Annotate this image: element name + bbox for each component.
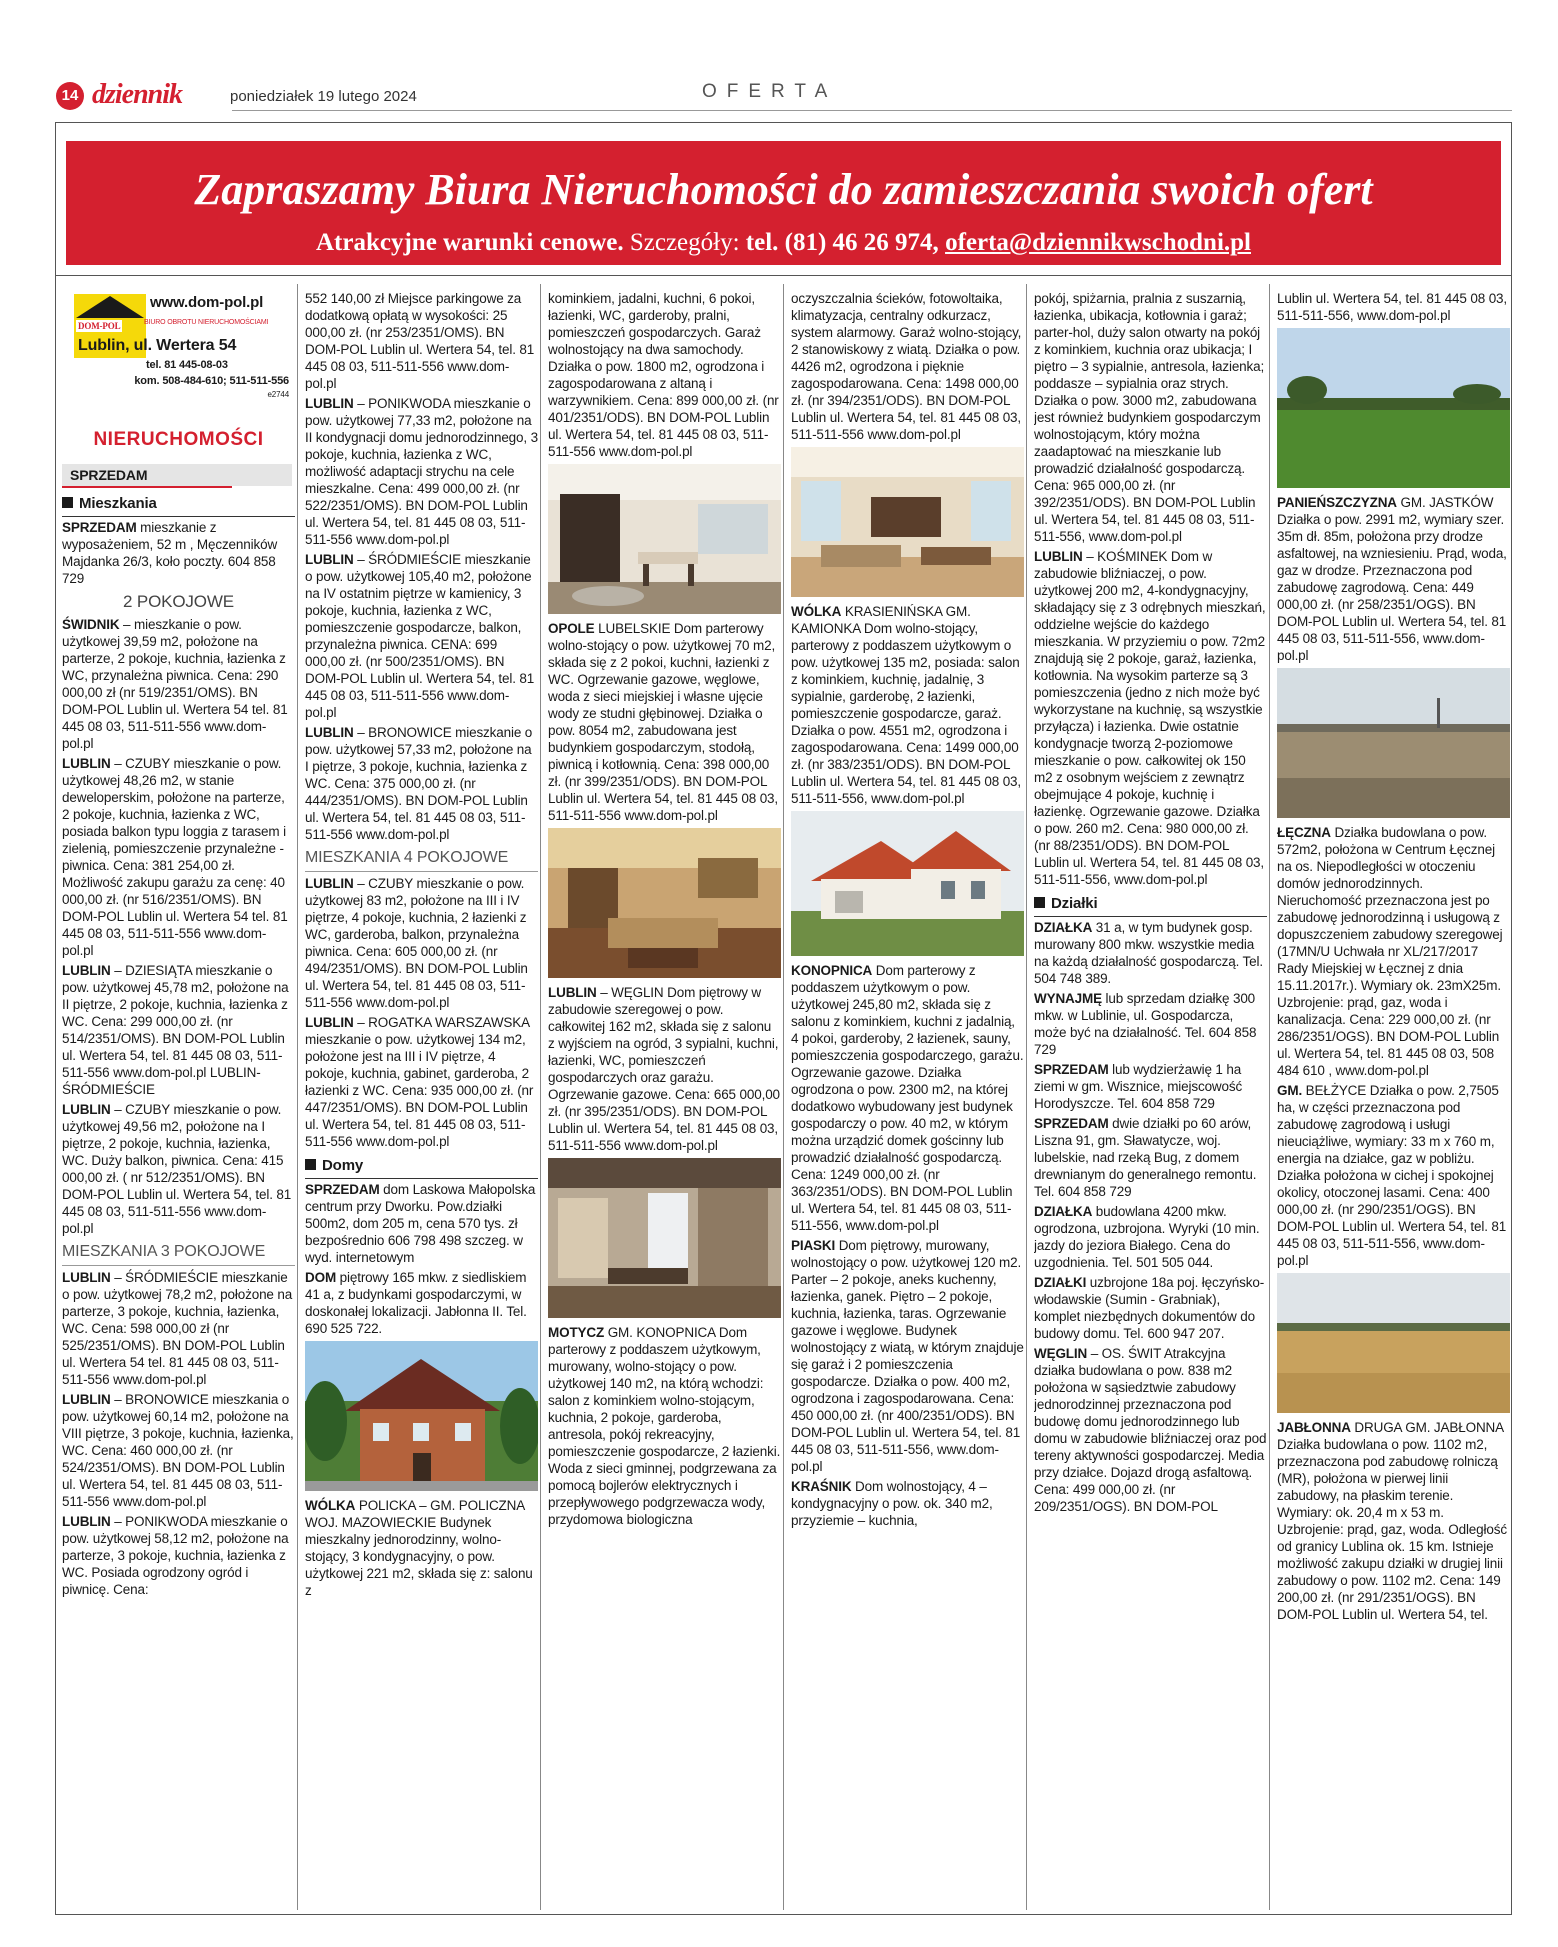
promo-banner: [66, 141, 1501, 265]
listing: SPRZEDAM dwie działki po 60 arów, Liszna 91, gm. Sławatycze, woj. lubelskie, nad rzeką Bug, z domem drewnianym do generalnego remontu. Tel. 604 858 729: [1034, 1116, 1257, 1199]
advert-address: Lublin, ul. Wertera 54: [78, 337, 237, 354]
banner-headline: Zapraszamy Biura Nieruchomości do zamieszczania swoich ofert: [194, 165, 1373, 214]
interior-photo: [548, 464, 781, 614]
listing: LUBLIN – BRONOWICE mieszkanie o pow. użytkowej 57,33 m2, położone na I piętrze, 3 pokoje, kuchnia, łazienka z WC. Cena: 375 000,00 zł. (nr 444/2351/OMS). BN DOM-POL Lublin ul. Wertera 54, tel. 81 445 08 03, 511-511-556 www.dom-pol.pl: [305, 725, 533, 842]
banner-lead: Atrakcyjne warunki cenowe.: [315, 229, 624, 256]
listing: LUBLIN – PONIKWODA mieszkanie o pow. użytkowej 77,33 m2, położone na II kondygnacji domu jednorodzinnego, 3 pokoje, kuchnia, łazienka z WC, możliwość adaptacji strychu na cele mieszkalne. Cena: 499 000,00 zł. (nr 522/2351/OMS). BN DOM-POL Lublin ul. Wertera 54, tel. 81 445 08 03, 511-511-556 www.dom-pol.pl: [305, 396, 538, 547]
listing: LUBLIN – PONIKWODA mieszkanie o pow. użytkowej 58,12 m2, położone na parterze, 3 pokoje, kuchnia, łazienka z WC. Posiada ogrodzony ogród i piwnicę. Cena:: [62, 1514, 289, 1597]
listing: LUBLIN – WĘGLIN Dom piętrowy w zabudowie szeregowej o pow. całkowitej 162 m2, składa się z salonu z wyjściem na ogród, 3 sypialni, kuchni, łazienki, WC, pomieszczeń gospodarczych oraz garażu. Ogrzewanie gazowe. Cena: 665 000,00 zł. (nr 395/2351/ODS). BN DOM-POL Lublin ul. Wertera 54, tel. 81 445 08 03, 511-511-556 www.dom-pol.pl: [548, 985, 780, 1153]
listing: LUBLIN – CZUBY mieszkanie o pow. użytkowej 49,56 m2, położone na I piętrze, 2 pokoje, kuchnia, łazienka, WC. Duży balkon, piwnica. Cena: 415 000,00 zł. ( nr 512/2351/OMS). BN DOM-POL Lublin ul. Wertera 54, tel. 81 445 08 03, 511-511-556 www.dom-pol.pl: [62, 1102, 292, 1236]
column-divider: [1269, 284, 1270, 1910]
banner-rule: [56, 275, 1511, 276]
advert-code: e2744: [267, 390, 289, 399]
listing: LUBLIN – ŚRÓDMIEŚCIE mieszkanie o pow. użytkowej 78,2 m2, położone na parterze, 3 pokoje, kuchnia, łazienka, WC. Cena: 598 000,00 zł (nr 525/2351/OMS). BN DOM-POL Lublin ul. Wertera 54 tel. 81 445 08 03, 511-511-556 www.dom-pol.pl: [62, 1270, 293, 1387]
issue-date: poniedziałek 19 lutego 2024: [230, 88, 417, 105]
interior-photo: [548, 1158, 781, 1318]
page-header: [52, 80, 1512, 116]
rooms-heading: MIESZKANIA 3 POKOJOWE: [62, 1241, 295, 1266]
listing: PIASKI Dom piętrowy, murowany, wolnostojący o pow. użytkowej 120 m2. Parter – 2 pokoje, aneks kuchenny, łazienka, ganek. Piętro – 2 pokoje, kuchnia, łazienka, taras. Ogrzewanie gazowe i węglowe. Budynek wolnostojący z wiatą, w którym znajduje się garaż i 2 pomieszczenia gospodarcze. Działka o pow. 400 m2, ogrodzona i zagospodarowana. Cena: 450 000,00 zł. (nr 400/2351/ODS). BN DOM-POL Lublin ul. Wertera 54, tel. 81 445 08 03, 511-511-556, www.dom-pol.pl: [791, 1238, 1024, 1474]
section-heading-mieszkania: Mieszkania: [62, 494, 295, 517]
listing: SPRZEDAM dom Laskowa Małopolska centrum przy Dworku. Pow.działki 500m2, dom 205 m, cena 570 tys. zł bezpośrednio 606 798 498 szczeg. w wyd. internetowym: [305, 1182, 536, 1265]
rooms-heading: 2 POKOJOWE: [123, 592, 234, 611]
rooms-heading: MIESZKANIA 4 POKOJOWE: [305, 847, 538, 872]
listing: DZIAŁKA budowlana 4200 mkw. ogrodzona, uzbrojona. Wyryki (10 min. jazdy do jeziora Białego. Cena do uzgodnienia. Tel. 501 505 044.: [1034, 1204, 1260, 1270]
column-3: [548, 290, 781, 1904]
listing: LUBLIN – KOŚMINEK Dom w zabudowie bliźniaczej, o pow. użytkowej 200 m2, 4-kondygnacyjny, składający się z 3 odrębnych mieszkań, oddzielne wejście do każdego mieszkania. W przyziemiu o pow. 72m2 znajdują się 2 pokoje, garaż, łazienka, kotłownia. Na wysokim parterze są 3 pomieszczenia (jedno z nich może być wykorzystane na kuchnię, są wszystkie przyłącza) i łazienka. Dwie ostatnie kondygnacje tworzą 2-poziomowe mieszkanie o pow. całkowitej ok 150 m2 z osobnym wejściem z zewnątrz obejmujące 4 pokoje, kuchnię i łazienkę. Ogrzewanie gazowe. Działka o pow. 260 m2. Cena: 980 000,00 zł. (nr 88/2351/ODS). BN DOM-POL Lublin ul. Wertera 54, tel. 81 445 08 03, 511-511-556, www.dom-pol.pl: [1034, 549, 1266, 887]
listing: DOM piętrowy 165 mkw. z siedliskiem 41 a, z budynkami gospodarczymi, w doskonałej lokalizacji. Jabłonna II. Tel. 690 525 722.: [305, 1270, 527, 1336]
section-heading-dzialki: Działki: [1034, 894, 1267, 917]
dom-pol-advert: [74, 294, 289, 406]
listing: Lublin ul. Wertera 54, tel. 81 445 08 03, 511-511-556, www.dom-pol.pl: [1277, 291, 1508, 323]
listing: ŚWIDNIK – mieszkanie o pow. użytkowej 39,59 m2, położone na parterze, 2 pokoje, kuchnia, łazienka z WC, przynależna piwnica. Cena: 290 000,00 zł (nr 519/2351/OMS). BN DOM-POL Lublin ul. Wertera 54 tel. 81 445 08 03, 511-511-556 www.dom-pol.pl: [62, 617, 288, 751]
listing: LUBLIN – CZUBY mieszkanie o pow. użytkowej 83 m2, położone na III i IV piętrze, 4 pokoje, kuchnia, 2 łazienki z WC, garderoba, balkon, przynależna piwnica. Cena: 605 000,00 zł. (nr 494/2351/OMS). BN DOM-POL Lublin ul. Wertera 54, tel. 81 445 08 03, 511-511-556 www.dom-pol.pl: [305, 876, 528, 1010]
listing: JABŁONNA DRUGA GM. JABŁONNA Działka budowlana o pow. 1102 m2, przeznaczona pod zabudowę rolniczą (MR), położona w pierwej linii zabudowy, na płaskim terenie. Wymiary: ok. 20,4 m x 53 m. Uzbrojenie: prąd, gaz, woda. Odległość od granicy Lublina ok. 15 km. Istnieje możliwość zakupu działki w drugiej linii zabudowy o pow. 1102 m2. Cena: 149 200,00 zł. (nr 291/2351/OGS). BN DOM-POL Lublin ul. Wertera 54, tel.: [1277, 1420, 1507, 1622]
living-room-photo: [791, 447, 1024, 597]
header-rule: [232, 110, 1512, 111]
column-2: [305, 290, 538, 1904]
page-number: 14: [56, 82, 84, 110]
section-title: OFERTA: [702, 81, 838, 102]
listing: WĘGLIN – OS. ŚWIT Atrakcyjna działka budowlana o pow. 838 m2 położona w sąsiedztwie zabudowy jednorodzinnej przeznaczona pod budowę domu jednorodzinnego lub domu w zabudowie bliźniaczej oraz pod tereny aktywności gospodarczej. Media przy działce. Dojazd drogą asfaltową. Cena: 499 000,00 zł. (nr 209/2351/OGS). BN DOM-POL: [1034, 1346, 1267, 1514]
listing: GM. BEŁŻYCE Działka o pow. 2,7505 ha, w części przeznaczona pod zabudowę zagrodową i usługi nieuciążliwe, wymiary: 33 m x 760 m, energia na działce, gaz w pobliżu. Działka położona w cichej i spokojnej okolicy, otoczonej lasami. Cena: 400 000,00 zł. (nr 290/2351/OGS). BN DOM-POL Lublin ul. Wertera 54, tel. 81 445 08 03, 511-511-556, www.dom-pol.pl: [1277, 1083, 1507, 1268]
banner-phone: tel. (81) 46 26 974,: [745, 229, 939, 256]
column-divider: [1026, 284, 1027, 1910]
listing: kominkiem, jadalni, kuchni, 6 pokoi, łazienki, WC, garderoby, pralni, pomieszczeń gospodarczych. Garaż wolnostojący na dwa samochody. Działka o pow. 1800 m2, ogrodzona i zagospodarowana z altaną i warzywnikiem. Cena: 899 000,00 zł. (nr 401/2351/ODS). BN DOM-POL Lublin ul. Wertera 54, tel. 81 445 08 03, 511-511-556 www.dom-pol.pl: [548, 291, 779, 459]
column-divider: [783, 284, 784, 1910]
column-5: [1034, 290, 1267, 1904]
listing: SPRZEDAM mieszkanie z wyposażeniem, 52 m , Męczenników Majdanka 26/3, koło poczty. 604 858 729: [62, 520, 278, 586]
listing: LUBLIN – DZIESIĄTA mieszkanie o pow. użytkowej 45,78 m2, położone na II piętrze, 2 pokoje, kuchnia, łazienka z WC. Cena: 299 000,00 zł. (nr 514/2351/OMS). BN DOM-POL Lublin ul. Wertera 54, tel. 81 445 08 03, 511-511-556 www.dom-pol.pl LUBLIN- ŚRÓDMIEŚCIE: [62, 963, 289, 1097]
living-room-photo: [548, 828, 781, 978]
listing: oczyszczalnia ścieków, fotowoltaika, klimatyzacja, centralny odkurzacz, system alarmowy. Garaż wolno-stojący, 2 stanowiskowy z wiatą. Działka o pow. 4426 m2, ogrodzona i pięknie zagospodarowana. Cena: 1498 000,00 zł. (nr 394/2351/ODS). BN DOM-POL Lublin ul. Wertera 54, tel. 81 445 08 03, 511-511-556 www.dom-pol.pl: [791, 291, 1022, 442]
column-1: [62, 290, 295, 1904]
advert-phone: tel. 81 445-08-03: [146, 359, 228, 371]
listing: LUBLIN – BRONOWICE mieszkania o pow. użytkowej 60,14 m2, położone na VIII piętrze, 3 pokoje, kuchnia, łazienka, WC. Cena: 460 000,00 zł. (nr 524/2351/OMS). BN DOM-POL Lublin ul. Wertera 54, tel. 81 445 08 03, 511-511-556 www.dom-pol.pl: [62, 1392, 294, 1509]
subcategory-heading: SPRZEDAM: [62, 464, 232, 488]
listing: LUBLIN – ROGATKA WARSZAWSKA mieszkanie o pow. użytkowej 134 m2, położone jest na III i IV piętrze, 4 pokoje, kuchnia, gabinet, garderoba, 2 łazienki z WC. Cena: 935 000,00 zł. (nr 447/2351/OMS). BN DOM-POL Lublin ul. Wertera 54, tel. 81 445 08 03, 511-511-556 www.dom-pol.pl: [305, 1015, 534, 1149]
listing: OPOLE LUBELSKIE Dom parterowy wolno-stojący o pow. użytkowej 70 m2, składa się z 2 pokoi, kuchni, łazienki z WC. Ogrzewanie gazowe, węglowe, woda z sieci miejskiej i własne ujęcie wody ze studni głębinowej. Działka o pow. 8054 m2, zabudowana jest budynkiem gospodarczym, stodołą, piwnicą i kotłownią. Cena: 398 000,00 zł. (nr 399/2351/ODS). BN DOM-POL Lublin ul. Wertera 54, tel. 81 445 08 03, 511-511-556 www.dom-pol.pl: [548, 621, 779, 823]
house-photo: [305, 1341, 538, 1491]
listing: MOTYCZ GM. KONOPNICA Dom parterowy z poddaszem użytkowym, murowany, wolno-stojący o pow. użytkowej 140 m2, na którą wchodzi: salon z kominkiem wolno-stojącym, kuchnia, 2 pokoje, garderoba, antresola, pokój rekreacyjny, pomieszczenie gospodarcze, 2 łazienki. Woda z sieci gminnej, podgrzewana za pomocą bojlerów elektrycznych i przepływowego podgrzewacza wody, przydomowa biologiczna: [548, 1325, 781, 1527]
listing: ŁĘCZNA Działka budowlana o pow. 572m2, położona w Centrum Łęcznej na os. Niepodległości w otoczeniu domów jednorodzinnych. Nieruchomość przeznaczona jest po zabudowę jednorodzinną i usługową z dopuszczeniem zabudowy szeregowej (17MN/U Uchwała nr XL/217/2017 Rady Miejskiej w Łęcznej z dnia 15.11.2017r.). Wymiary ok. 23mX25m. Uzbrojenie: prąd, gaz, woda i kanalizacja. Cena: 229 000,00 zł. (nr 286/2351/OGS). BN DOM-POL Lublin ul. Wertera 54, tel. 81 445 08 03, 508 484 610 , www.dom-pol.pl: [1277, 825, 1503, 1078]
listing: 552 140,00 zł Miejsce parkingowe za dodatkową opłatą w wysokości: 25 000,00 zł. (nr 253/2351/OMS). BN DOM-POL Lublin ul. Wertera 54, tel. 81 445 08 03, 511-511-556 www.dom-pol.pl: [305, 291, 535, 391]
advert-brand: DOM-POL: [78, 321, 121, 331]
column-divider: [540, 284, 541, 1910]
listing: WYNAJMĘ lub sprzedam działkę 300 mkw. w Lublinie, ul. Gospodarcza, może być na działalność. Tel. 604 858 729: [1034, 991, 1257, 1057]
listing: LUBLIN – CZUBY mieszkanie o pow. użytkowej 48,26 m2, w stanie deweloperskim, położone na parterze, 2 pokoje, kuchnia, łazienka z WC, posiada balkon typu loggia z tarasem i zielenią, pomieszczenie przynależne - piwnica. Cena: 381 254,00 zł. Możliwość zakupu garażu za cenę: 40 000,00 zł. (nr 516/2351/OMS). BN DOM-POL Lublin ul. Wertera 54 tel. 81 445 08 03, 511-511-556 www.dom-pol.pl: [62, 756, 288, 958]
column-divider: [297, 284, 298, 1910]
listing: KONOPNICA Dom parterowy z poddaszem użytkowym o pow. użytkowej 245,80 m2, składa się z salonu z kominkiem, kuchni z jadalnią, 4 pokoi, garderoby, 2 łazienek, sauny, pomieszczenia gospodarczego, garażu. Ogrzewanie gazowe. Działka ogrodzona o pow. 2300 m2, na której dodatkowo wybudowany jest budynek gospodarczy o pow. 40 m2, w którym można urządzić domek gościnny lub prowadzić działalność gospodarczą. Cena: 1249 000,00 zł. (nr 363/2351/ODS). BN DOM-POL Lublin ul. Wertera 54, tel. 81 445 08 03, 511-511-556, www.dom-pol.pl: [791, 963, 1024, 1233]
banner-details: Szczegóły:: [629, 229, 740, 256]
listing: PANIEŃSZCZYZNA GM. JASTKÓW Działka o pow. 2991 m2, wymiary szer. 35m dł. 85m, położona przy drodze asfaltowej, na wzniesieniu. Prąd, woda, gaz w drodze. Przeznaczona pod zabudowę zagrodową. Cena: 449 000,00 zł. (nr 258/2351/OGS). BN DOM-POL Lublin ul. Wertera 54, tel. 81 445 08 03, 511-511-556, www.dom-pol.pl: [1277, 495, 1507, 663]
column-6: [1277, 290, 1510, 1904]
listing: pokój, spiżarnia, pralnia z suszarnią, łazienka, ubikacja, kotłownia i garaż; parter-hol, duży salon otwarty na pokój z kominkiem, kuchnia oraz ubikacja; I piętro – 3 sypialnie, antresola, łazienka; poddasze – sypialnia oraz strych. Działka o pow. 3000 m2, zabudowana jest również budynkiem gospodarczym wolnostojącym, który można zaadaptować na mieszkanie lub prowadzić działalność gospodarczą. Cena: 965 000,00 zł. (nr 392/2351/ODS). BN DOM-POL Lublin ul. Wertera 54, tel. 81 445 08 03, 511-511-556, www.dom-pol.pl: [1034, 291, 1265, 544]
listing: KRAŚNIK Dom wolnostojący, 4 – kondygnacyjny o pow. ok. 340 m2, przyziemie – kuchnia,: [791, 1479, 993, 1528]
field-photo: [1277, 328, 1510, 488]
banner-subline: [66, 225, 1501, 261]
column-4: [791, 290, 1024, 1904]
listing: DZIAŁKA 31 a, w tym budynek gosp. murowany 800 mkw. wszystkie media na każdą działalność gospodarczą. Tel. 504 748 389.: [1034, 920, 1263, 986]
field-photo: [1277, 1273, 1510, 1413]
listing: LUBLIN – ŚRÓDMIEŚCIE mieszkanie o pow. użytkowej 105,40 m2, położone na IV ostatnim piętrze w kamienicy, 3 pokoje, kuchnia, łazienka z WC, pomieszczenie gospodarcze, balkon, przynależna piwnica. CENA: 699 000,00 zł. (nr 500/2351/OMS). BN DOM-POL Lublin ul. Wertera 54, tel. 81 445 08 03, 511-511-556 www.dom-pol.pl: [305, 552, 535, 720]
advert-subtitle: BIURO OBROTU NIERUCHOMOŚCIAMI: [144, 319, 269, 326]
newspaper-logo: dziennik: [92, 79, 183, 110]
listing: WÓLKA POLICKA – GM. POLICZNA WOJ. MAZOWIECKIE Budynek mieszkalny jednorodzinny, wolno-stojący, 3 kondygnacyjny, o pow. użytkowej 221 m2, składa się z: salonu z: [305, 1498, 533, 1598]
advert-mobile: kom. 508-484-610; 511-511-556: [134, 375, 289, 387]
listing: DZIAŁKI uzbrojone 18a poj. łęczyńsko-włodawskie (Sumin - Grabniak), komplet niezbędnych dokumentów do budowy domu. Tel. 600 947 207.: [1034, 1275, 1265, 1341]
category-heading: NIERUCHOMOŚCI: [93, 429, 264, 450]
house-photo: [791, 811, 1024, 956]
banner-email-link[interactable]: oferta@dziennikwschodni.pl: [945, 229, 1251, 256]
listing: SPRZEDAM lub wydzierżawię 1 ha ziemi w gm. Wisznice, miejscowość Horodyszcze. Tel. 604 858 729: [1034, 1062, 1243, 1111]
listing: WÓLKA KRASIENIŃSKA GM. KAMIONKA Dom wolno-stojący, parterowy z poddaszem użytkowym o pow. użytkowej 135 m2, posiada: salon z kominkiem, kuchnię, jadalnię, 3 sypialnie, garderobę, 2 łazienki, pomieszczenie gospodarcze, garaż. Działka o pow. 4551 m2, ogrodzona i zagospodarowana. Cena: 1499 000,00 zł. (nr 383/2351/ODS). BN DOM-POL Lublin ul. Wertera 54, tel. 81 445 08 03, 511-511-556, www.dom-pol.pl: [791, 604, 1022, 806]
section-heading-domy: Domy: [305, 1156, 538, 1179]
plot-photo: [1277, 668, 1510, 818]
advert-website: www.dom-pol.pl: [150, 294, 264, 311]
